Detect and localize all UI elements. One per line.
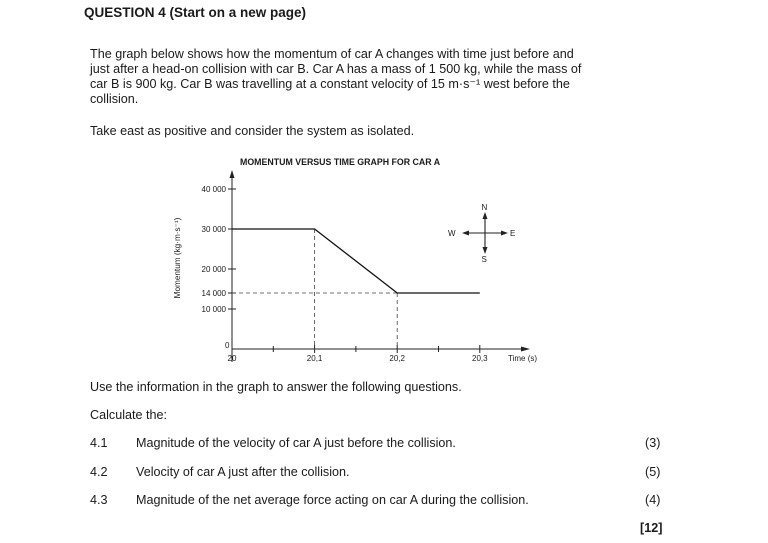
subquestion-marks: (5) <box>645 465 661 479</box>
calculate-the-text: Calculate the: <box>90 408 168 422</box>
use-information-text: Use the information in the graph to answer the following questions. <box>90 380 462 394</box>
y-tick-label: 30 000 <box>201 225 226 234</box>
subquestion-text: Magnitude of the net average force acting on car A during the collision. <box>136 493 529 507</box>
x-axis-arrow <box>521 347 530 352</box>
momentum-series-line <box>232 229 480 293</box>
chart-title: MOMENTUM VERSUS TIME GRAPH FOR CAR A <box>240 157 441 167</box>
y-tick-label: 20 000 <box>201 265 226 274</box>
compass-s: S <box>481 255 487 264</box>
subquestion-number: 4.3 <box>90 493 108 507</box>
intro-line-3: car B is 900 kg. Car B was travelling at a constant velocity of 15 m·s⁻¹ west before the <box>90 77 570 91</box>
compass-rose <box>448 203 515 264</box>
subquestion-marks: (3) <box>645 436 661 450</box>
origin-label: 0 <box>225 341 230 350</box>
compass-n: N <box>481 203 488 212</box>
y-axis-label: Momentum (kg·m·s⁻¹) <box>173 217 182 299</box>
subquestion-number: 4.1 <box>90 436 108 450</box>
total-marks: [12] <box>640 521 663 535</box>
x-tick-label: 20,2 <box>389 354 405 363</box>
subquestion-text: Magnitude of the velocity of car A just before the collision. <box>136 436 456 450</box>
x-axis-label: Time (s) <box>508 354 538 363</box>
x-tick-label: 20,3 <box>472 354 488 363</box>
y-tick-label: 40 000 <box>201 185 226 194</box>
y-tick-label: 10 000 <box>201 305 226 314</box>
subquestion-marks: (4) <box>645 493 661 507</box>
x-tick-label: 20 <box>227 354 237 363</box>
subquestion-number: 4.2 <box>90 465 108 479</box>
intro-line-4: collision. <box>90 92 139 106</box>
y-tick-label: 14 000 <box>201 289 226 298</box>
compass-w: W <box>448 229 456 238</box>
sign-convention: Take east as positive and consider the system as isolated. <box>90 124 415 138</box>
intro-line-2: just after a head-on collision with car B. Car A has a mass of 1 500 kg, while the mass of <box>90 62 582 76</box>
intro-line-1: The graph below shows how the momentum of car A changes with time just before and <box>90 47 574 61</box>
y-axis-arrow <box>230 170 235 178</box>
compass-e: E <box>510 229 516 238</box>
question-heading: QUESTION 4 (Start on a new page) <box>84 5 307 20</box>
x-tick-label: 20,1 <box>306 354 323 363</box>
subquestion-text: Velocity of car A just after the collision. <box>136 465 350 479</box>
